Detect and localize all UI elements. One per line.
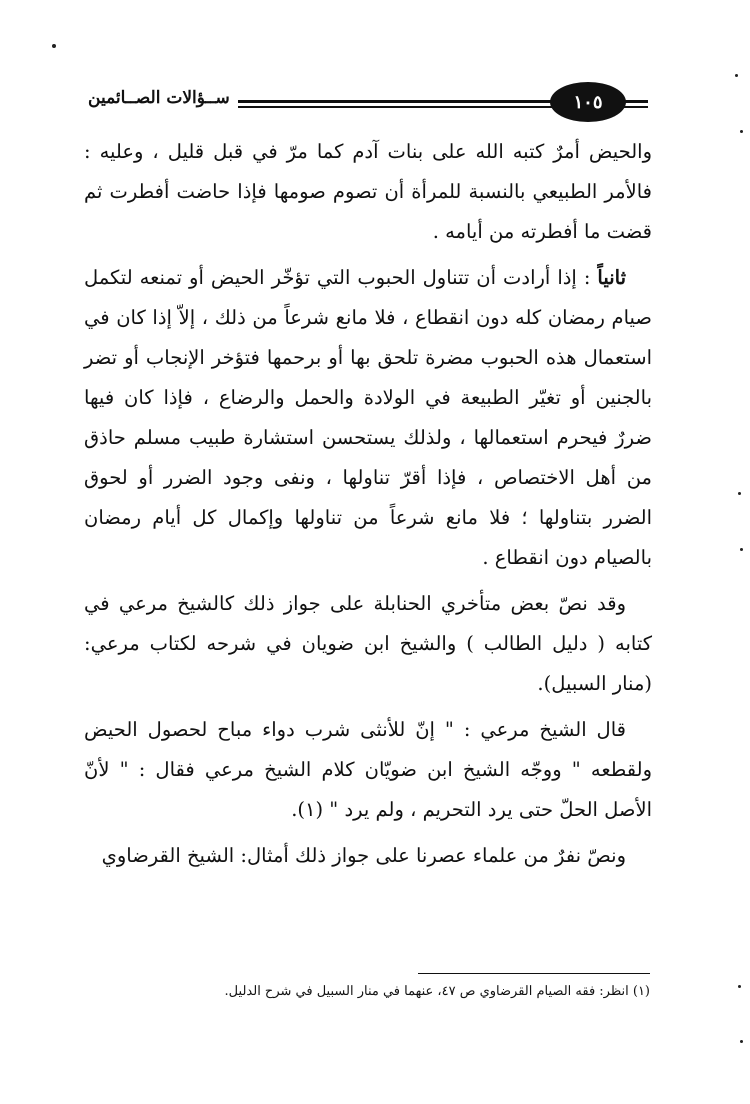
paragraph-lead: ثانياً — [597, 266, 626, 289]
scan-speck — [735, 74, 738, 77]
scan-speck — [738, 492, 741, 495]
page-number: ١٠٥ — [573, 91, 603, 113]
paragraph-3: وقد نصّ بعض متأخري الحنابلة على جواز ذلك كالشيخ مرعي في كتابه ( دليل الطالب ) والشيخ ابن ضويان في شرحه لكتاب مرعي: (منار السبيل). — [84, 592, 652, 695]
page-header — [88, 80, 648, 126]
scan-speck — [740, 130, 743, 133]
footnote-separator — [418, 973, 650, 974]
paragraph-2 — [84, 258, 652, 578]
scan-speck — [740, 548, 743, 551]
scan-speck — [738, 985, 741, 988]
page-number-badge — [550, 82, 626, 122]
paragraph-4: قال الشيخ مرعي : " إنّ للأنثى شرب دواء مباح لحصول الحيض ولقطعه " ووجّه الشيخ ابن ضويّان كلام الشيخ مرعي فقال : " لأنّ الأصل الحلّ حتى يرد التحريم ، ولم يرد " (١). — [84, 718, 652, 821]
paragraph-2-text: : إذا أرادت أن تتناول الحبوب التي تؤخّر الحيض أو تمنعه لتكمل صيام رمضان كله دون انقطاع ، فلا مانع شرعاً من ذلك ، إلاّ إذا كان في استعمال هذه الحبوب مضرة تلحق بها أو برحمها فتؤخر الإنجاب أو تضر بالجنين أو تغيّر الطبيعة في الولادة والحمل والرضاع ، فإذا كان فيها ضررٌ فيحرم استعمالها ، ولذلك يستحسن استشارة طبيب مسلم حاذق من أهل الاختصاص ، فإذا أقرّ تناولها ، ونفى وجود الضرر أو لحوق الضرر بتناولها ؛ فلا مانع شرعاً من تناولها وإكمال كل أيام رمضان بالصيام دون انقطاع . — [84, 266, 652, 569]
paragraph-1: والحيض أمرٌ كتبه الله على بنات آدم كما مرّ في قبل قليل ، وعليه : فالأمر الطبيعي بالنسبة للمرأة أن تصوم صومها فإذا حاضت أفطرت ثم قضت ما أفطرته من أيامه . — [84, 140, 652, 243]
paragraph-5: ونصّ نفرٌ من علماء عصرنا على جواز ذلك أمثال: الشيخ القرضاوي — [101, 844, 626, 867]
scan-speck — [52, 44, 56, 48]
running-title: ســؤالات الصــائمين — [88, 88, 238, 108]
footnote: (١) انظر: فقه الصيام القرضاوي ص ٤٧، عنهما في منار السبيل في شرح الدليل. — [224, 984, 650, 999]
body-text — [84, 132, 652, 882]
scan-speck — [740, 1040, 743, 1043]
